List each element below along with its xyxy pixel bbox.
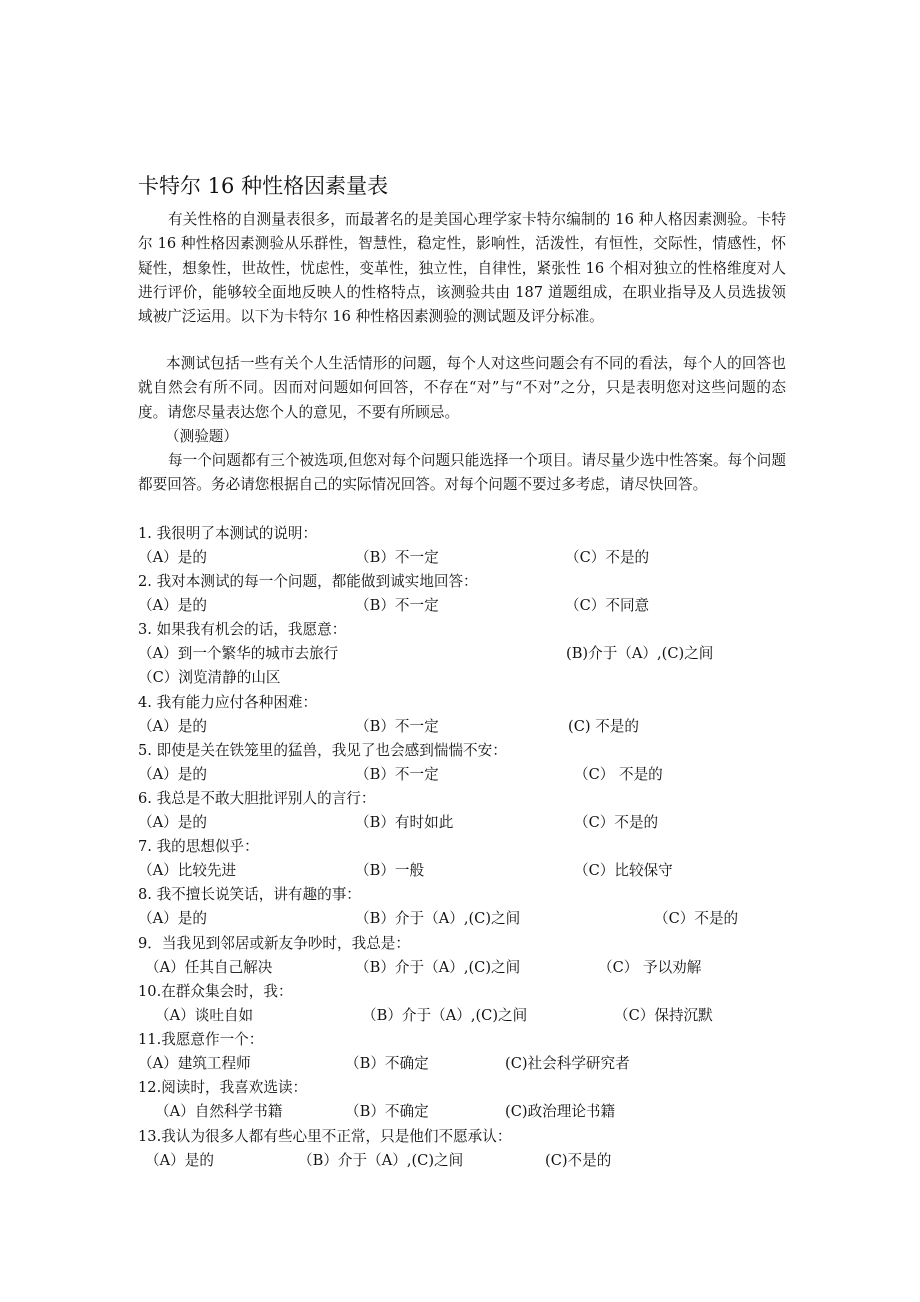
option-a[interactable]: （A）是的 [138,814,207,831]
option-c[interactable]: （C）不是的 [565,549,650,566]
option-b[interactable]: （B）一般 [355,862,425,879]
option-a[interactable]: （A）是的 [138,910,207,927]
instructions-paragraph: 每一个问题都有三个被选项,但您对每个问题只能选择一个项目。请尽量少选中性答案。每个问题都要回答。务必请您根据自己的实际情况回答。对每个问题不要过多考虑，请尽快回答。 [138,452,786,494]
option-c[interactable]: (C)政治理论书籍 [505,1103,616,1120]
option-c[interactable]: （C）不是的 [574,814,659,831]
option-b[interactable]: （B）不一定 [355,597,439,614]
question-text: 8. 我不擅长说笑话，讲有趣的事： [138,886,361,903]
option-a[interactable]: （A）谈吐自如 [155,1007,254,1024]
intro-paragraph: 有关性格的自测量表很多，而最著名的是美国心理学家卡特尔编制的 16 种人格因素测验。卡特尔 16 种性格因素测验从乐群性，智慧性，稳定性，影响性，活泼性，有恒性，交际性，情感性，怀疑性，想象性，世故性，忧虑性，变革性，独立性，自律性，紧张性 16 个相对独立的性格维度对人进行评价，能够较全面地反映人的性格特点，该测验共由 187 道题组成，在职业指导及人员选拔领域被广泛运用。以下为卡特尔 16 种性格因素测验的测试题及评分标准。 [138,211,786,326]
question-text: 9．当我见到邻居或新友争吵时，我总是： [138,935,410,952]
option-a[interactable]: （A）是的 [138,766,207,783]
option-a[interactable]: （A）到一个繁华的城市去旅行 [138,645,339,662]
question-text: 10.在群众集会时，我： [138,983,293,1000]
question-text: 12.阅读时，我喜欢选读： [138,1079,308,1096]
option-c[interactable]: （C）保持沉默 [614,1007,713,1024]
option-c[interactable]: (C)不是的 [545,1152,612,1169]
option-a[interactable]: （A）是的 [138,597,207,614]
test-heading: （测验题） [165,428,238,445]
option-c[interactable]: （C）浏览清静的山区 [138,669,281,686]
option-a[interactable]: （A）是的 [138,549,207,566]
option-c[interactable]: （C） 不是的 [574,766,663,783]
option-c[interactable]: （C）不同意 [565,597,650,614]
option-a[interactable]: （A）是的 [138,718,207,735]
option-b[interactable]: （B）介于（A）,(C)之间 [298,1152,464,1169]
option-a[interactable]: （A）自然科学书籍 [155,1103,283,1120]
option-b[interactable]: (B)介于（A）,(C)之间 [566,645,714,662]
option-b[interactable]: （B）介于（A）,(C)之间 [355,910,521,927]
option-c[interactable]: （C）不是的 [654,910,739,927]
question-text: 1. 我很明了本测试的说明： [138,525,318,542]
option-b[interactable]: （B）不一定 [355,549,439,566]
option-b[interactable]: （B）不确定 [345,1103,429,1120]
question-text: 5. 即使是关在铁笼里的猛兽，我见了也会感到惴惴不安： [138,742,507,759]
option-b[interactable]: （B）介于（A）,(C)之间 [362,1007,528,1024]
option-b[interactable]: （B）不一定 [355,718,439,735]
option-a[interactable]: （A）是的 [145,1152,214,1169]
option-a[interactable]: （A）建筑工程师 [138,1055,251,1072]
option-c[interactable]: （C）比较保守 [574,862,673,879]
question-text: 6. 我总是不敢大胆批评别人的言行： [138,790,376,807]
question-text: 4. 我有能力应付各种困难： [138,694,318,711]
option-a[interactable]: （A）任其自己解决 [145,959,273,976]
option-b[interactable]: （B）不一定 [355,766,439,783]
option-b[interactable]: （B）介于（A）,(C)之间 [355,959,521,976]
option-a[interactable]: （A）比较先进 [138,862,237,879]
question-text: 13.我认为很多人都有些心里不正常，只是他们不愿承认： [138,1128,512,1145]
option-c[interactable]: (C) 不是的 [568,718,639,735]
question-text: 7. 我的思想似乎： [138,838,259,855]
option-c[interactable]: （C） 予以劝解 [598,959,702,976]
option-b[interactable]: （B）不确定 [345,1055,429,1072]
question-text: 2. 我对本测试的每一个问题，都能做到诚实地回答： [138,573,478,590]
option-c[interactable]: (C)社会科学研究者 [505,1055,630,1072]
explanation-paragraph: 本测试包括一些有关个人生活情形的问题，每个人对这些问题会有不同的看法，每个人的回答也就自然会有所不同。因而对问题如何回答，不存在“对”与“不对”之分，只是表明您对这些问题的态度。请您尽量表达您个人的意见，不要有所顾忌。 [138,355,786,421]
question-text: 11.我愿意作一个： [138,1031,264,1048]
question-text: 3. 如果我有机会的话，我愿意： [138,621,347,638]
document-title: 卡特尔 16 种性格因素量表 [138,174,389,198]
option-b[interactable]: （B）有时如此 [355,814,454,831]
